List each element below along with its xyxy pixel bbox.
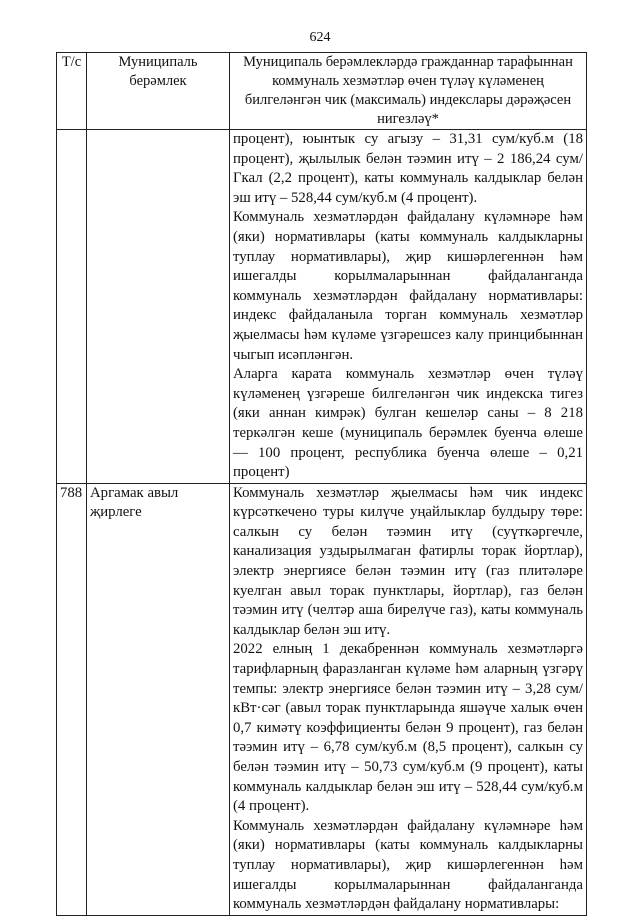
row-number-cell: 788	[57, 483, 87, 915]
header-municipality: Муниципаль берәмлек	[87, 53, 230, 130]
table-row	[57, 130, 587, 484]
paragraph: Коммуналь хезмәтләр җыелмасы һәм чик индекс күрсәткечено туры килүче уңайлыклар булдыру төре: салкын су белән тәэмин итү (суүткәргечле, канализация уздырылмаган фатирлы торак йортлар), электр энергиясе белән тәэмин итү (газ плитәләре куелган авыл торак пунктлары, йортлар), газ белән тәэмин итү (челтәр аша бирелүче газ), каты коммуналь калдыклар белән эш итү.	[233, 484, 583, 638]
paragraph: 2022 елның 1 декабреннән коммуналь хезмәтләргә тарифларның фаразланган күләме һәм аларның үзгәрү темпы: электр энергиясе белән тәэмин итү – 3,28 сум/кВт·сәг (авыл торак пунктларында яшәүче халык өчен 0,7 кимәтү коэффициенты белән 9 процент), газ белән тәэмин итү – 6,78 сум/куб.м (8,5 процент), салкын су белән тәэмин итү – 50,73 сум/куб.м (9 процент), каты коммуналь калдыклар белән эш итү – 528,44 сум/куб.м (4 процент).	[233, 641, 583, 815]
table-header-row	[57, 53, 587, 130]
basis-cell	[230, 483, 587, 915]
header-number: Т/с	[57, 53, 87, 130]
row-number-cell	[57, 130, 87, 484]
basis-cell	[230, 130, 587, 484]
paragraph: Аларга карата коммуналь хезмәтләр өчен түләү күләменең үзгәреше билгеләнгән чик индекска тигез (яки аннан кимрәк) булган кешеләр саны – 8 218 теркәлгән кеше (муниципаль берәмлек буенча өлеше — 100 процент, республика буенча өлеше – 0,21 процент)	[233, 366, 583, 481]
header-basis: Муниципаль берәмлекләрдә гражданнар тарафыннан коммуналь хезмәтләр өчен түләү күләменең билгеләнгән чик (максималь) индекслары дәрәҗәсен нигезләү*	[230, 53, 587, 130]
tariff-index-table	[56, 52, 587, 916]
paragraph: Коммуналь хезмәтләрдән файдалану күләмнәре һәм (яки) нормативлары (каты коммуналь калдыкларны туплау нормативлары), җир кишәрлегеннән һәм ишегалды корылмаларыннан файдаланганда коммуналь хезмәтләрдән файдалану нормативлары:	[233, 817, 583, 913]
table-row	[57, 483, 587, 915]
municipality-cell	[87, 130, 230, 484]
municipality-cell: Аргамак авыл җирлеге	[87, 483, 230, 915]
paragraph: Коммуналь хезмәтләрдән файдалану күләмнәре һәм (яки) нормативлары (каты коммуналь калдыкларны туплау нормативлары), җир кишәрлегеннән һәм ишегалды корылмаларыннан файдаланганда коммуналь хезмәтләрдән файдалану нормативлары: индекс файдаланыла торган коммуналь хезмәтләр җыелмасы һәм күләме үзгәрешсез калу принцибыннан чыгып исәпләнгән.	[233, 209, 583, 363]
paragraph: процент), юынтык су агызу – 31,31 сум/куб.м (18 процент), җылылык белән тәэмин итү – 2 186,24 сум/Гкал (2,2 процент), каты коммуналь калдыклар белән эш итү – 528,44 сум/куб.м (4 процент).	[233, 131, 583, 206]
page-number: 624	[309, 30, 331, 45]
